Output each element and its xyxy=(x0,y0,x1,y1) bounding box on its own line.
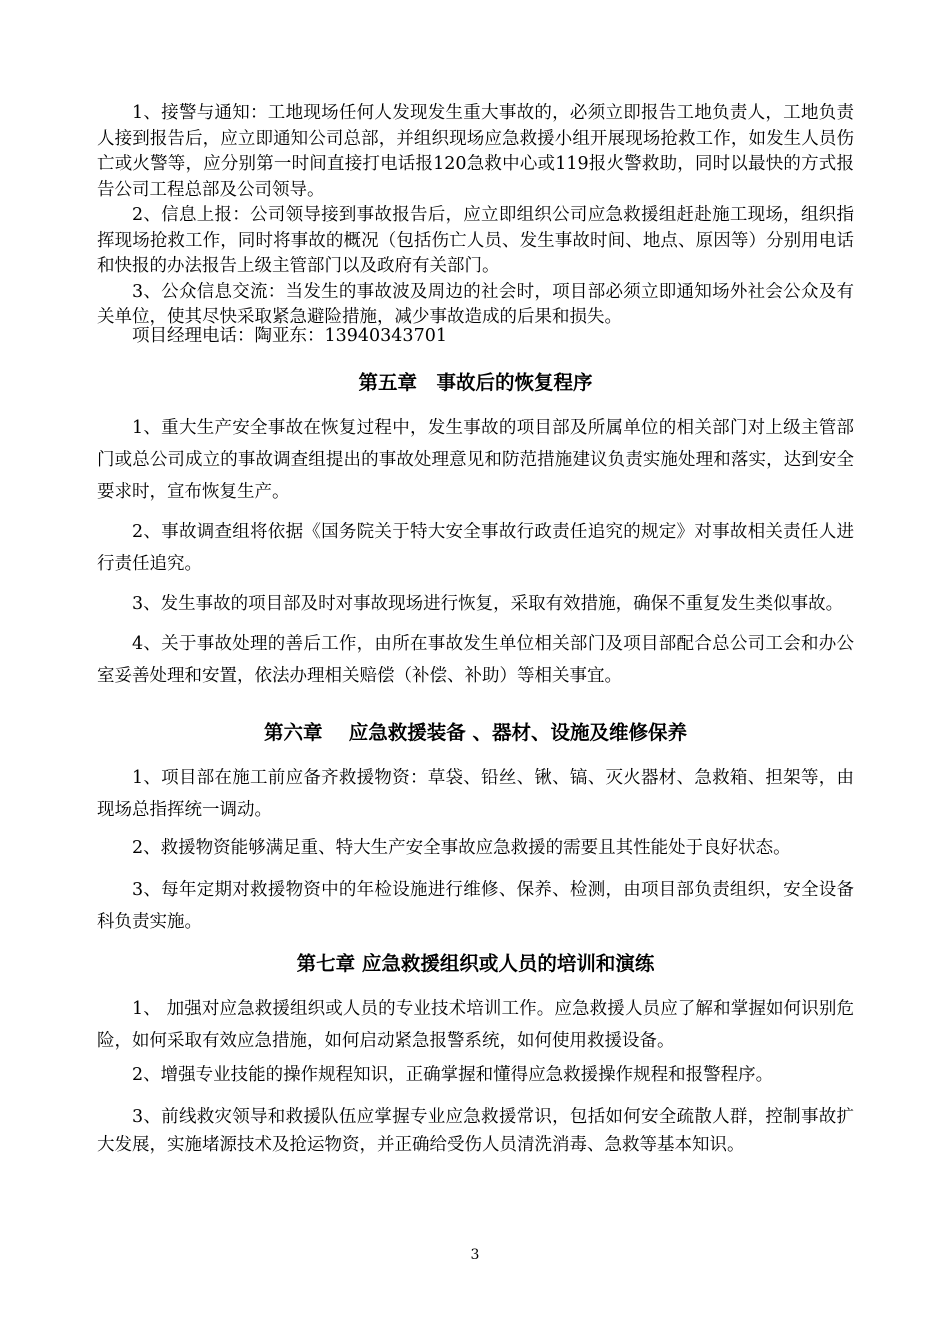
chapter5-paragraph-3: 3、发生事故的项目部及时对事故现场进行恢复，采取有效措施，确保不重复发生类似事故。 xyxy=(132,594,844,614)
chapter6-body xyxy=(97,762,854,938)
project-manager-phone: 项目经理电话：陶亚东：13940343701 xyxy=(132,326,447,346)
chapter7-paragraph-3: 3、前线救灾领导和救援队伍应掌握专业应急救援常识，包括如何安全疏散人群，控制事故扩大发展，实施堵源技术及抢运物资，并正确给受伤人员清洗消毒、急救等基本知识。 xyxy=(97,1107,854,1155)
chapter5-body xyxy=(97,412,854,692)
chapter7-paragraph-2: 2、增强专业技能的操作规程知识，正确掌握和懂得应急救援操作规程和报警程序。 xyxy=(132,1065,774,1085)
section4-notification xyxy=(97,101,854,331)
chapter6-paragraph-1: 1、项目部在施工前应备齐救援物资：草袋、铅丝、锹、镐、灭火器材、急救箱、担架等，由现场总指挥统一调动。 xyxy=(97,768,854,820)
paragraph-alarm-notification: 1、接警与通知：工地现场任何人发现发生重大事故的，必须立即报告工地负责人，工地负责人接到报告后，应立即通知公司总部，并组织现场应急救援小组开展现场抢救工作，如发生人员伤亡或火警等，应分别第一时间直接打电话报120急救中心或119报火警救助，同时以最快的方式报告公司工程总部及公司领导。 xyxy=(97,103,854,200)
paragraph-public-info: 3、公众信息交流：当发生的事故波及周边的社会时，项目部必须立即通知场外社会公众及有关单位，使其尽快采取紧急避险措施，减少事故造成的后果和损失。 xyxy=(97,281,854,327)
chapter6-paragraph-3: 3、每年定期对救援物资中的年检设施进行维修、保养、检测，由项目部负责组织，安全设备科负责实施。 xyxy=(97,880,854,932)
paragraph-info-report: 2、信息上报：公司领导接到事故报告后，应立即组织公司应急救援组赶赴施工现场，组织指挥现场抢救工作，同时将事故的概况（包括伤亡人员、发生事故时间、地点、原因等）分别用电话和快报的办法报告上级主管部门以及政府有关部门。 xyxy=(97,205,854,276)
chapter7-paragraph-1: 1、 加强对应急救援组织或人员的专业技术培训工作。应急救援人员应了解和掌握如何识别危险，如何采取有效应急措施，如何启动紧急报警系统，如何使用救援设备。 xyxy=(97,999,854,1051)
chapter5-title: 第五章 事故后的恢复程序 xyxy=(358,371,593,394)
chapter6-title: 第六章 应急救援装备 、器材、设施及维修保养 xyxy=(263,721,688,744)
chapter5-paragraph-2: 2、事故调查组将依据《国务院关于特大安全事故行政责任追究的规定》对事故相关责任人进行责任追究。 xyxy=(97,522,854,574)
contact-line-block xyxy=(97,324,854,350)
chapter6-paragraph-2: 2、救援物资能够满足重、特大生产安全事故应急救援的需要且其性能处于良好状态。 xyxy=(132,838,791,858)
page-number: 3 xyxy=(470,1247,480,1263)
chapter7-body xyxy=(97,993,854,1159)
chapter7-title: 第七章 应急救援组织或人员的培训和演练 xyxy=(296,952,655,975)
chapter5-paragraph-1: 1、重大生产安全事故在恢复过程中，发生事故的项目部及所属单位的相关部门对上级主管部门或总公司成立的事故调查组提出的事故处理意见和防范措施建议负责实施处理和落实，达到安全要求时，宣布恢复生产。 xyxy=(97,418,854,502)
chapter5-paragraph-4: 4、关于事故处理的善后工作，由所在事故发生单位相关部门及项目部配合总公司工会和办公室妥善处理和安置，依法办理相关赔偿（补偿、补助）等相关事宜。 xyxy=(97,634,854,686)
